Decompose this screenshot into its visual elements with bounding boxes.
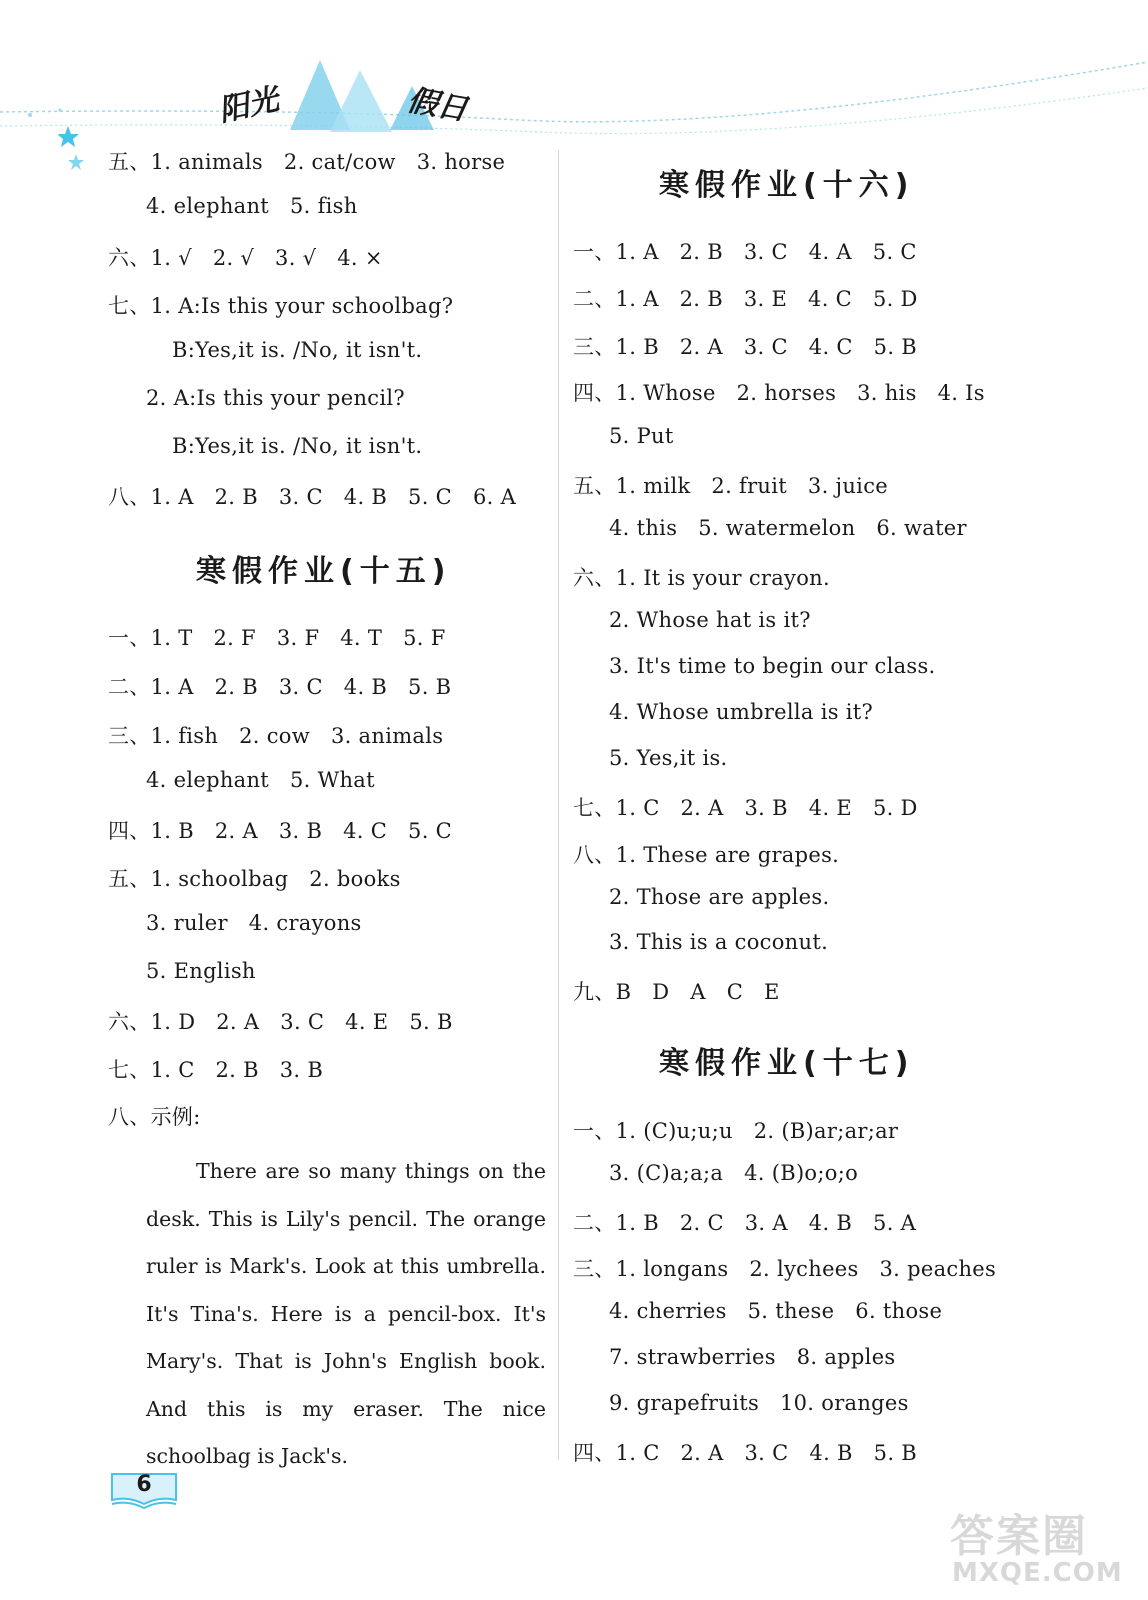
answer-line: 5. English (146, 959, 256, 983)
answer-line: 四、1. B 2. A 3. B 4. C 5. C (108, 819, 453, 843)
answer-line: 三、1. fish 2. cow 3. animals (108, 724, 444, 748)
page-number (108, 1470, 180, 1510)
answer-line: 二、1. B 2. C 3. A 4. B 5. A (573, 1211, 917, 1235)
answer-line: 七、1. A:Is this your schoolbag? (108, 294, 454, 318)
answer-line: 3. (C)a;a;a 4. (B)o;o;o (609, 1161, 859, 1185)
section-title: 寒假作业(十五) (196, 554, 452, 589)
answer-line: B:Yes,it is. /No, it isn't. (172, 338, 423, 362)
answer-line: 2. Those are apples. (609, 885, 830, 909)
section-title: 寒假作业(十六) (659, 168, 915, 203)
answer-line: 六、1. √ 2. √ 3. √ 4. × (108, 246, 383, 270)
answer-line: 八、1. A 2. B 3. C 4. B 5. C 6. A (108, 485, 517, 509)
answer-line: 三、1. B 2. A 3. C 4. C 5. B (573, 335, 918, 359)
answer-line: 五、1. schoolbag 2. books (108, 867, 401, 891)
watermark-text: 答案圈 (950, 1511, 1088, 1562)
answer-line: 2. Whose hat is it? (609, 608, 811, 632)
brand-left: 阳光 (215, 82, 282, 129)
brand-right: 假日 (404, 83, 470, 128)
answer-line: 四、1. Whose 2. horses 3. his 4. Is (573, 381, 985, 405)
answer-line: 二、1. A 2. B 3. C 4. B 5. B (108, 675, 452, 699)
star-icon (58, 124, 88, 184)
answer-line: 3. ruler 4. crayons (146, 911, 362, 935)
answer-line: 7. strawberries 8. apples (609, 1345, 896, 1369)
answer-line: 七、1. C 2. A 3. B 4. E 5. D (573, 796, 918, 820)
answer-line: 2. A:Is this your pencil? (146, 386, 405, 410)
answer-line: 4. this 5. watermelon 6. water (609, 516, 967, 540)
answer-line: 四、1. C 2. A 3. C 4. B 5. B (573, 1441, 918, 1465)
watermark-url: MXQE.COM (952, 1558, 1123, 1588)
answer-line: 5. Yes,it is. (609, 746, 728, 770)
answer-line: 七、1. C 2. B 3. B (108, 1058, 324, 1082)
answer-line: 二、1. A 2. B 3. E 4. C 5. D (573, 287, 918, 311)
answer-line: 5. Put (609, 424, 674, 448)
answer-line: 一、1. (C)u;u;u 2. (B)ar;ar;ar (573, 1119, 899, 1143)
answer-line: 一、1. A 2. B 3. C 4. A 5. C (573, 240, 917, 264)
answer-line: 九、B D A C E (573, 980, 780, 1004)
answer-line: 六、1. It is your crayon. (573, 566, 830, 590)
section-title: 寒假作业(十七) (659, 1046, 915, 1081)
answer-line: 3. It's time to begin our class. (609, 654, 936, 678)
page-header (0, 40, 1148, 140)
watermark (940, 1500, 1140, 1595)
example-paragraph: There are so many things on the desk. This is Lily's pencil. The orange ruler is Mark's. Look at this umbrella. It's Tina's. Here is a pencil-box. It's Mary's. That is John's English book. And this is my eraser. The nice schoolbag is Jack's. (146, 1159, 546, 1468)
answer-line: 八、1. These are grapes. (573, 843, 840, 867)
answer-line: 4. elephant 5. fish (146, 194, 358, 218)
answer-line: 4. elephant 5. What (146, 768, 375, 792)
answer-line: 五、1. milk 2. fruit 3. juice (573, 474, 888, 498)
header-decoration (0, 40, 1148, 140)
answer-line: B:Yes,it is. /No, it isn't. (172, 434, 423, 458)
column-divider (558, 150, 559, 1460)
page-number-text: 6 (136, 1472, 152, 1497)
answer-line: 三、1. longans 2. lychees 3. peaches (573, 1257, 997, 1281)
answer-line: 4. cherries 5. these 6. those (609, 1299, 943, 1323)
answer-line: 五、1. animals 2. cat/cow 3. horse (108, 150, 506, 174)
answer-line: 9. grapefruits 10. oranges (609, 1391, 909, 1415)
answer-line: 六、1. D 2. A 3. C 4. E 5. B (108, 1010, 453, 1034)
answer-line: 4. Whose umbrella is it? (609, 700, 874, 724)
answer-line: 一、1. T 2. F 3. F 4. T 5. F (108, 626, 446, 650)
answer-line: 3. This is a coconut. (609, 930, 829, 954)
answer-line: 八、示例: (108, 1105, 201, 1129)
